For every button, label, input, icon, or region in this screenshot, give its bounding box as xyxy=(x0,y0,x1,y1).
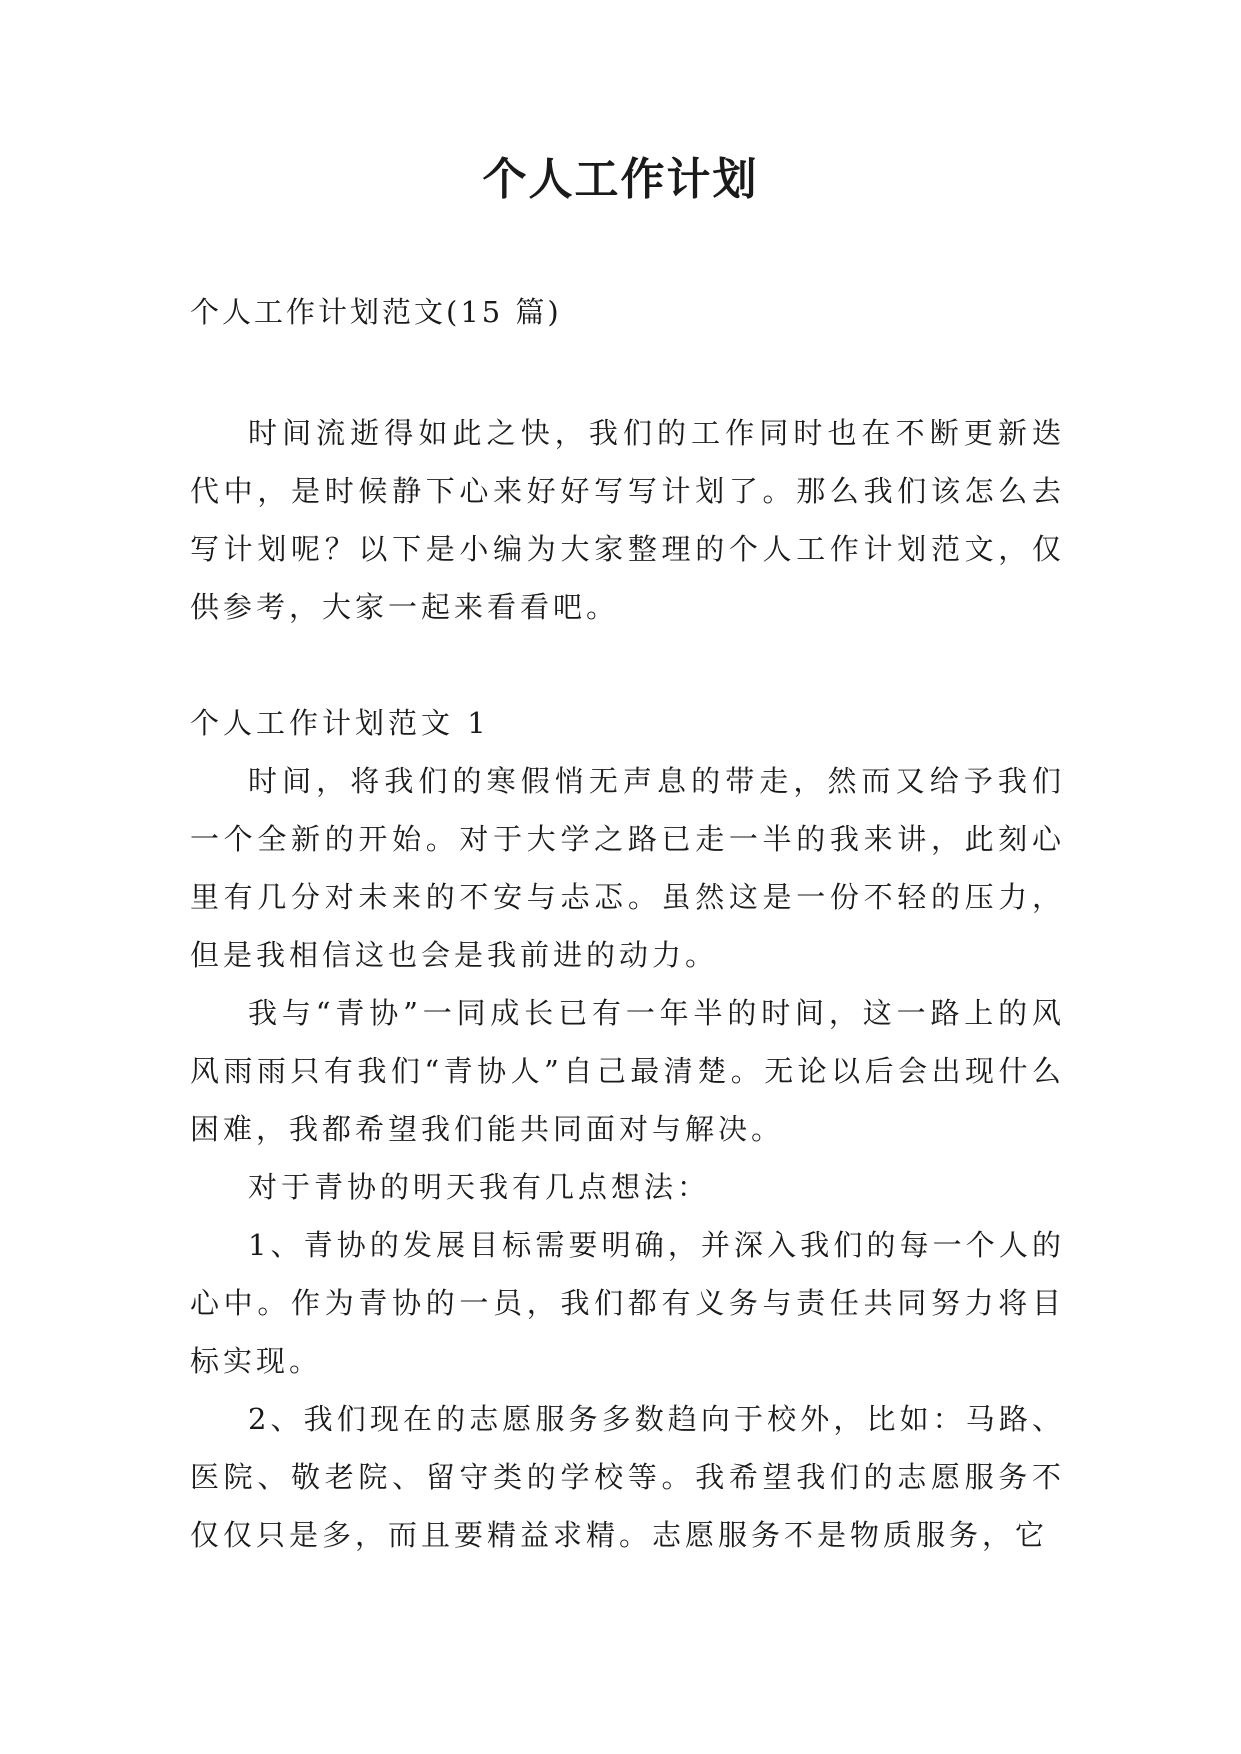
body-paragraph: 2、我们现在的志愿服务多数趋向于校外，比如：马路、医院、敬老院、留守类的学校等。我希望我们的志愿服务不仅仅只是多，而且要精益求精。志愿服务不是物质服务，它 xyxy=(190,1402,1065,1552)
body-paragraph: 对于青协的明天我有几点想法： xyxy=(248,1170,711,1204)
body-paragraph: 时间，将我们的寒假悄无声息的带走，然而又给予我们一个全新的开始。对于大学之路已走一半的我来讲，此刻心里有几分对未来的不安与忐忑。虽然这是一份不轻的压力，但是我相信这也会是我前进的动力。 xyxy=(190,764,1065,972)
document-body xyxy=(190,404,1065,1564)
document-subtitle: 个人工作计划范文(15 篇) xyxy=(190,295,562,329)
section-heading: 个人工作计划范文 1 xyxy=(190,706,490,740)
paragraph-gap xyxy=(190,636,1065,694)
body-paragraph: 我与“青协”一同成长已有一年半的时间，这一路上的风风雨雨只有我们“青协人”自己最清楚。无论以后会出现什么困难，我都希望我们能共同面对与解决。 xyxy=(190,996,1065,1146)
intro-paragraph: 时间流逝得如此之快，我们的工作同时也在不断更新迭代中，是时候静下心来好好写写计划了。那么我们该怎么去写计划呢？以下是小编为大家整理的个人工作计划范文，仅供参考，大家一起来看看吧。 xyxy=(190,416,1065,624)
document-title: 个人工作计划 xyxy=(482,154,759,205)
body-paragraph: 1、青协的发展目标需要明确，并深入我们的每一个人的心中。作为青协的一员，我们都有义务与责任共同努力将目标实现。 xyxy=(190,1228,1065,1378)
